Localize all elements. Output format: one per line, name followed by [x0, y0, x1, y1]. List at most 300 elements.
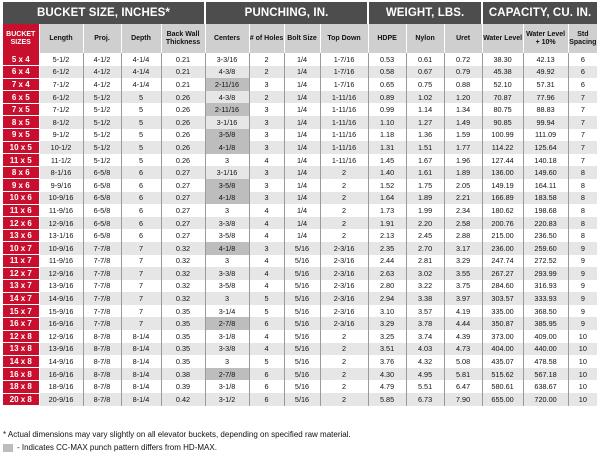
cell-proj: 5-1/2 [83, 91, 121, 104]
cell-holes: 3 [249, 242, 284, 255]
cell-back-wall-thickness: 0.26 [161, 116, 205, 129]
cell-water-level-10: 99.94 [523, 116, 568, 129]
cell-nylon-weight: 0.67 [406, 66, 444, 79]
table-row [3, 280, 597, 293]
cell-holes: 6 [249, 380, 284, 393]
cell-centers: 3 [205, 154, 249, 167]
cell-centers: 3-5/8 [205, 129, 249, 142]
cell-nylon-weight: 1.61 [406, 166, 444, 179]
cell-centers: 3-5/8 [205, 179, 249, 192]
cell-water-level-10: 49.92 [523, 66, 568, 79]
cell-hdpe-weight: 3.25 [368, 330, 406, 343]
cell-water-level-10: 140.18 [523, 154, 568, 167]
cell-length: 7-1/2 [39, 78, 83, 91]
group-header-row [3, 2, 597, 24]
cell-depth: 8-1/4 [121, 393, 161, 406]
cell-proj: 5-1/2 [83, 103, 121, 116]
cell-water-level-10: 259.60 [523, 242, 568, 255]
group-header-bucket-size: BUCKET SIZE, INCHES* [3, 2, 205, 24]
cell-proj: 5-1/2 [83, 129, 121, 142]
column-header-water-level-10: Water Level + 10% [523, 24, 568, 53]
cell-length: 6-1/2 [39, 66, 83, 79]
cell-top-down: 1-11/16 [320, 116, 368, 129]
cell-centers: 3-5/8 [205, 280, 249, 293]
table-body [3, 53, 597, 406]
cell-top-down: 1-11/16 [320, 154, 368, 167]
cell-centers: 3-3/8 [205, 267, 249, 280]
cell-water-level: 166.89 [482, 192, 523, 205]
column-header-row [3, 24, 597, 53]
cell-top-down: 2-3/16 [320, 305, 368, 318]
cell-bolt-size: 1/4 [284, 192, 320, 205]
cell-depth: 7 [121, 255, 161, 268]
cell-centers: 4-3/8 [205, 91, 249, 104]
cell-std-spacing: 7 [568, 129, 597, 142]
table-row [3, 242, 597, 255]
cell-depth: 4-1/4 [121, 78, 161, 91]
cell-back-wall-thickness: 0.27 [161, 179, 205, 192]
cell-centers: 3-1/8 [205, 380, 249, 393]
cell-depth: 4-1/4 [121, 53, 161, 66]
cell-centers: 3-1/4 [205, 305, 249, 318]
cell-proj: 5-1/2 [83, 141, 121, 154]
cell-water-level: 236.00 [482, 242, 523, 255]
cell-bolt-size: 5/16 [284, 368, 320, 381]
cell-water-level-10: 125.64 [523, 141, 568, 154]
cell-bolt-size: 5/16 [284, 242, 320, 255]
cell-bolt-size: 5/16 [284, 380, 320, 393]
cell-bucket-size: 13 x 6 [3, 229, 39, 242]
cell-depth: 6 [121, 166, 161, 179]
cell-bucket-size: 6 x 5 [3, 91, 39, 104]
cell-holes: 6 [249, 368, 284, 381]
cell-bucket-size: 11 x 7 [3, 255, 39, 268]
cell-holes: 3 [249, 116, 284, 129]
cell-holes: 3 [249, 129, 284, 142]
cell-top-down: 1-11/16 [320, 103, 368, 116]
cell-back-wall-thickness: 0.21 [161, 66, 205, 79]
cell-proj: 6-5/8 [83, 192, 121, 205]
table-row [3, 292, 597, 305]
cell-nylon-weight: 2.20 [406, 217, 444, 230]
cell-std-spacing: 9 [568, 317, 597, 330]
cell-back-wall-thickness: 0.32 [161, 255, 205, 268]
cell-top-down: 1-11/16 [320, 129, 368, 142]
cell-bolt-size: 1/4 [284, 204, 320, 217]
cell-top-down: 2-3/16 [320, 255, 368, 268]
cell-hdpe-weight: 2.94 [368, 292, 406, 305]
cell-water-level-10: 111.09 [523, 129, 568, 142]
cell-std-spacing: 7 [568, 154, 597, 167]
cell-water-level: 435.07 [482, 355, 523, 368]
cell-depth: 5 [121, 91, 161, 104]
cell-proj: 7-7/8 [83, 292, 121, 305]
cell-hdpe-weight: 1.73 [368, 204, 406, 217]
cell-water-level-10: 333.93 [523, 292, 568, 305]
cell-water-level-10: 164.11 [523, 179, 568, 192]
cell-std-spacing: 7 [568, 116, 597, 129]
cell-centers: 3 [205, 292, 249, 305]
cell-length: 6-1/2 [39, 91, 83, 104]
cell-top-down: 2 [320, 179, 368, 192]
table-row [3, 204, 597, 217]
group-header-capacity: CAPACITY, CU. IN. [482, 2, 597, 24]
cell-nylon-weight: 0.61 [406, 53, 444, 66]
cell-centers: 3-1/16 [205, 166, 249, 179]
cell-centers: 2-11/16 [205, 103, 249, 116]
cell-bolt-size: 1/4 [284, 179, 320, 192]
cell-water-level: 100.99 [482, 129, 523, 142]
cell-back-wall-thickness: 0.27 [161, 204, 205, 217]
cell-back-wall-thickness: 0.26 [161, 141, 205, 154]
table-row [3, 53, 597, 66]
cell-depth: 8-1/4 [121, 380, 161, 393]
cell-top-down: 2 [320, 380, 368, 393]
cell-water-level-10: 42.13 [523, 53, 568, 66]
table-row [3, 255, 597, 268]
column-header-nylon: Nylon [406, 24, 444, 53]
cell-holes: 3 [249, 103, 284, 116]
column-header-hdpe: HDPE [368, 24, 406, 53]
column-header-top-down: Top Down [320, 24, 368, 53]
cell-bolt-size: 5/16 [284, 317, 320, 330]
cell-proj: 4-1/2 [83, 53, 121, 66]
cell-length: 12-9/16 [39, 330, 83, 343]
cell-std-spacing: 6 [568, 78, 597, 91]
column-header-centers: Centers [205, 24, 249, 53]
cell-hdpe-weight: 3.10 [368, 305, 406, 318]
cell-uret-weight: 4.39 [444, 330, 482, 343]
cell-length: 10-9/16 [39, 242, 83, 255]
cell-proj: 7-7/8 [83, 242, 121, 255]
table-row [3, 91, 597, 104]
cell-proj: 6-5/8 [83, 166, 121, 179]
cell-std-spacing: 10 [568, 368, 597, 381]
cell-water-level: 267.27 [482, 267, 523, 280]
cell-centers: 2-7/8 [205, 368, 249, 381]
cell-nylon-weight: 3.57 [406, 305, 444, 318]
cell-hdpe-weight: 4.30 [368, 368, 406, 381]
cell-std-spacing: 10 [568, 343, 597, 356]
cell-water-level-10: 440.00 [523, 343, 568, 356]
cell-nylon-weight: 3.74 [406, 330, 444, 343]
cell-std-spacing: 8 [568, 192, 597, 205]
cell-depth: 8-1/4 [121, 343, 161, 356]
cell-water-level: 136.00 [482, 166, 523, 179]
table-row [3, 129, 597, 142]
cell-back-wall-thickness: 0.38 [161, 368, 205, 381]
cell-length: 13-9/16 [39, 280, 83, 293]
cell-hdpe-weight: 4.79 [368, 380, 406, 393]
cell-water-level: 350.87 [482, 317, 523, 330]
cell-holes: 2 [249, 91, 284, 104]
cell-centers: 3 [205, 355, 249, 368]
cell-hdpe-weight: 0.89 [368, 91, 406, 104]
cell-centers: 3-1/16 [205, 116, 249, 129]
table-row [3, 116, 597, 129]
cell-water-level-10: 236.50 [523, 229, 568, 242]
cell-nylon-weight: 1.14 [406, 103, 444, 116]
column-header-water-level: Water Level [482, 24, 523, 53]
cell-length: 10-1/2 [39, 141, 83, 154]
table-row [3, 103, 597, 116]
table-row [3, 368, 597, 381]
cell-back-wall-thickness: 0.32 [161, 292, 205, 305]
cell-back-wall-thickness: 0.35 [161, 305, 205, 318]
cell-uret-weight: 0.72 [444, 53, 482, 66]
table-row [3, 229, 597, 242]
cell-water-level: 200.76 [482, 217, 523, 230]
cell-length: 8-1/16 [39, 166, 83, 179]
cell-centers: 3-3/8 [205, 343, 249, 356]
cell-water-level-10: 638.67 [523, 380, 568, 393]
cell-uret-weight: 6.47 [444, 380, 482, 393]
cell-bolt-size: 1/4 [284, 116, 320, 129]
cell-bucket-size: 7 x 4 [3, 78, 39, 91]
cell-nylon-weight: 3.22 [406, 280, 444, 293]
cell-hdpe-weight: 1.45 [368, 154, 406, 167]
cell-water-level-10: 183.58 [523, 192, 568, 205]
cell-nylon-weight: 1.51 [406, 141, 444, 154]
cell-uret-weight: 1.89 [444, 166, 482, 179]
cell-hdpe-weight: 3.76 [368, 355, 406, 368]
table-row [3, 380, 597, 393]
cell-proj: 8-7/8 [83, 393, 121, 406]
cell-holes: 4 [249, 154, 284, 167]
group-header-punching: PUNCHING, IN. [205, 2, 368, 24]
cell-proj: 6-5/8 [83, 204, 121, 217]
cell-depth: 5 [121, 116, 161, 129]
cell-water-level-10: 316.93 [523, 280, 568, 293]
cell-bucket-size: 16 x 7 [3, 317, 39, 330]
cell-bucket-size: 14 x 8 [3, 355, 39, 368]
cell-bolt-size: 1/4 [284, 154, 320, 167]
cell-std-spacing: 10 [568, 393, 597, 406]
cell-water-level: 515.62 [482, 368, 523, 381]
cell-depth: 7 [121, 292, 161, 305]
cell-top-down: 2 [320, 330, 368, 343]
cell-uret-weight: 1.59 [444, 129, 482, 142]
table-row [3, 267, 597, 280]
cell-depth: 6 [121, 204, 161, 217]
cell-centers: 4-3/8 [205, 66, 249, 79]
cell-std-spacing: 8 [568, 217, 597, 230]
cell-bucket-size: 6 x 4 [3, 66, 39, 79]
cell-holes: 4 [249, 255, 284, 268]
cell-length: 8-1/2 [39, 116, 83, 129]
cell-holes: 3 [249, 141, 284, 154]
cell-top-down: 2 [320, 355, 368, 368]
cell-depth: 8-1/4 [121, 368, 161, 381]
cell-water-level: 404.00 [482, 343, 523, 356]
cell-nylon-weight: 2.81 [406, 255, 444, 268]
cell-bucket-size: 7 x 5 [3, 103, 39, 116]
table-row [3, 141, 597, 154]
cell-nylon-weight: 4.32 [406, 355, 444, 368]
cell-hdpe-weight: 2.13 [368, 229, 406, 242]
cell-length: 15-9/16 [39, 305, 83, 318]
cell-holes: 4 [249, 229, 284, 242]
cell-uret-weight: 2.34 [444, 204, 482, 217]
cell-top-down: 1-11/16 [320, 141, 368, 154]
cell-nylon-weight: 3.78 [406, 317, 444, 330]
cell-nylon-weight: 5.51 [406, 380, 444, 393]
cell-uret-weight: 2.88 [444, 229, 482, 242]
cell-back-wall-thickness: 0.21 [161, 53, 205, 66]
cell-bolt-size: 5/16 [284, 355, 320, 368]
cell-top-down: 2-3/16 [320, 317, 368, 330]
cell-top-down: 2 [320, 217, 368, 230]
cell-length: 11-9/16 [39, 204, 83, 217]
legend-text: - Indicates CC-MAX punch pattern differs from HD-MAX. [17, 443, 217, 452]
cell-bolt-size: 1/4 [284, 91, 320, 104]
column-header-bucket-sizes: BUCKET SIZES [3, 24, 39, 53]
cell-bucket-size: 10 x 7 [3, 242, 39, 255]
cell-bucket-size: 13 x 8 [3, 343, 39, 356]
cell-top-down: 2-3/16 [320, 267, 368, 280]
column-header-proj: Proj. [83, 24, 121, 53]
cell-hdpe-weight: 2.35 [368, 242, 406, 255]
cell-water-level: 70.87 [482, 91, 523, 104]
cell-std-spacing: 8 [568, 166, 597, 179]
table-row [3, 330, 597, 343]
cell-length: 11-9/16 [39, 255, 83, 268]
cell-bolt-size: 1/4 [284, 141, 320, 154]
cell-holes: 3 [249, 78, 284, 91]
cell-uret-weight: 7.90 [444, 393, 482, 406]
cell-centers: 4-1/8 [205, 141, 249, 154]
cell-depth: 8-1/4 [121, 355, 161, 368]
cell-proj: 8-7/8 [83, 380, 121, 393]
cell-back-wall-thickness: 0.21 [161, 78, 205, 91]
cell-holes: 4 [249, 217, 284, 230]
cell-proj: 6-5/8 [83, 217, 121, 230]
cell-bucket-size: 18 x 8 [3, 380, 39, 393]
cell-water-level: 373.00 [482, 330, 523, 343]
footnote: * Actual dimensions may vary slightly on all elevator buckets, depending on specified raw material. [3, 430, 351, 439]
cell-std-spacing: 8 [568, 229, 597, 242]
cell-back-wall-thickness: 0.27 [161, 166, 205, 179]
cell-bolt-size: 5/16 [284, 255, 320, 268]
cell-bolt-size: 1/4 [284, 229, 320, 242]
cell-bolt-size: 1/4 [284, 103, 320, 116]
cell-bucket-size: 10 x 6 [3, 192, 39, 205]
table-row [3, 355, 597, 368]
cell-holes: 3 [249, 179, 284, 192]
cell-depth: 5 [121, 103, 161, 116]
cell-length: 5-1/2 [39, 53, 83, 66]
cell-std-spacing: 8 [568, 204, 597, 217]
cell-length: 7-1/2 [39, 103, 83, 116]
bucket-spec-table [3, 2, 597, 406]
cell-bucket-size: 12 x 8 [3, 330, 39, 343]
cell-water-level-10: 368.50 [523, 305, 568, 318]
cell-length: 9-1/2 [39, 129, 83, 142]
cell-uret-weight: 1.49 [444, 116, 482, 129]
cell-depth: 7 [121, 317, 161, 330]
cell-std-spacing: 8 [568, 179, 597, 192]
cell-water-level-10: 220.83 [523, 217, 568, 230]
table-row [3, 78, 597, 91]
cell-proj: 5-1/2 [83, 154, 121, 167]
cell-depth: 6 [121, 192, 161, 205]
cell-centers: 3-3/8 [205, 217, 249, 230]
cell-nylon-weight: 3.02 [406, 267, 444, 280]
cell-depth: 6 [121, 217, 161, 230]
cell-std-spacing: 9 [568, 255, 597, 268]
cell-centers: 3-3/16 [205, 53, 249, 66]
table-row [3, 343, 597, 356]
cell-hdpe-weight: 1.64 [368, 192, 406, 205]
table-row [3, 166, 597, 179]
cell-length: 13-1/16 [39, 229, 83, 242]
cell-bucket-size: 8 x 6 [3, 166, 39, 179]
cell-centers: 3 [205, 255, 249, 268]
cell-proj: 8-7/8 [83, 343, 121, 356]
cell-centers: 3-1/2 [205, 393, 249, 406]
cell-top-down: 1-7/16 [320, 66, 368, 79]
cell-water-level-10: 149.60 [523, 166, 568, 179]
cell-bolt-size: 5/16 [284, 267, 320, 280]
cell-water-level: 215.00 [482, 229, 523, 242]
cell-top-down: 1-11/16 [320, 91, 368, 104]
cell-holes: 4 [249, 267, 284, 280]
group-header-weight: WEIGHT, LBS. [368, 2, 482, 24]
cell-top-down: 1-7/16 [320, 53, 368, 66]
cell-uret-weight: 0.88 [444, 78, 482, 91]
table-row [3, 317, 597, 330]
cell-uret-weight: 1.77 [444, 141, 482, 154]
column-header-uret: Uret [444, 24, 482, 53]
cell-hdpe-weight: 0.65 [368, 78, 406, 91]
cell-back-wall-thickness: 0.27 [161, 192, 205, 205]
cell-hdpe-weight: 1.18 [368, 129, 406, 142]
cell-water-level-10: 720.00 [523, 393, 568, 406]
cell-water-level-10: 409.00 [523, 330, 568, 343]
cell-bucket-size: 11 x 6 [3, 204, 39, 217]
cell-centers: 4-1/8 [205, 192, 249, 205]
cell-uret-weight: 5.81 [444, 368, 482, 381]
cell-depth: 7 [121, 267, 161, 280]
cell-back-wall-thickness: 0.26 [161, 91, 205, 104]
cell-back-wall-thickness: 0.27 [161, 217, 205, 230]
column-header-holes: # of Holes [249, 24, 284, 53]
cell-holes: 5 [249, 355, 284, 368]
cell-nylon-weight: 1.02 [406, 91, 444, 104]
cell-holes: 4 [249, 280, 284, 293]
cell-centers: 4-1/8 [205, 242, 249, 255]
cell-depth: 7 [121, 305, 161, 318]
cell-back-wall-thickness: 0.39 [161, 380, 205, 393]
cell-holes: 5 [249, 292, 284, 305]
cell-holes: 2 [249, 66, 284, 79]
cell-uret-weight: 3.75 [444, 280, 482, 293]
cell-back-wall-thickness: 0.32 [161, 280, 205, 293]
table-row [3, 154, 597, 167]
cell-uret-weight: 1.34 [444, 103, 482, 116]
cell-nylon-weight: 1.27 [406, 116, 444, 129]
cell-nylon-weight: 4.03 [406, 343, 444, 356]
cell-proj: 7-7/8 [83, 317, 121, 330]
cell-nylon-weight: 0.75 [406, 78, 444, 91]
cell-depth: 5 [121, 154, 161, 167]
cell-centers: 3-1/8 [205, 330, 249, 343]
cell-water-level: 247.74 [482, 255, 523, 268]
cell-proj: 5-1/2 [83, 116, 121, 129]
cell-centers: 3-5/8 [205, 229, 249, 242]
cell-bolt-size: 1/4 [284, 53, 320, 66]
cell-bucket-size: 12 x 7 [3, 267, 39, 280]
